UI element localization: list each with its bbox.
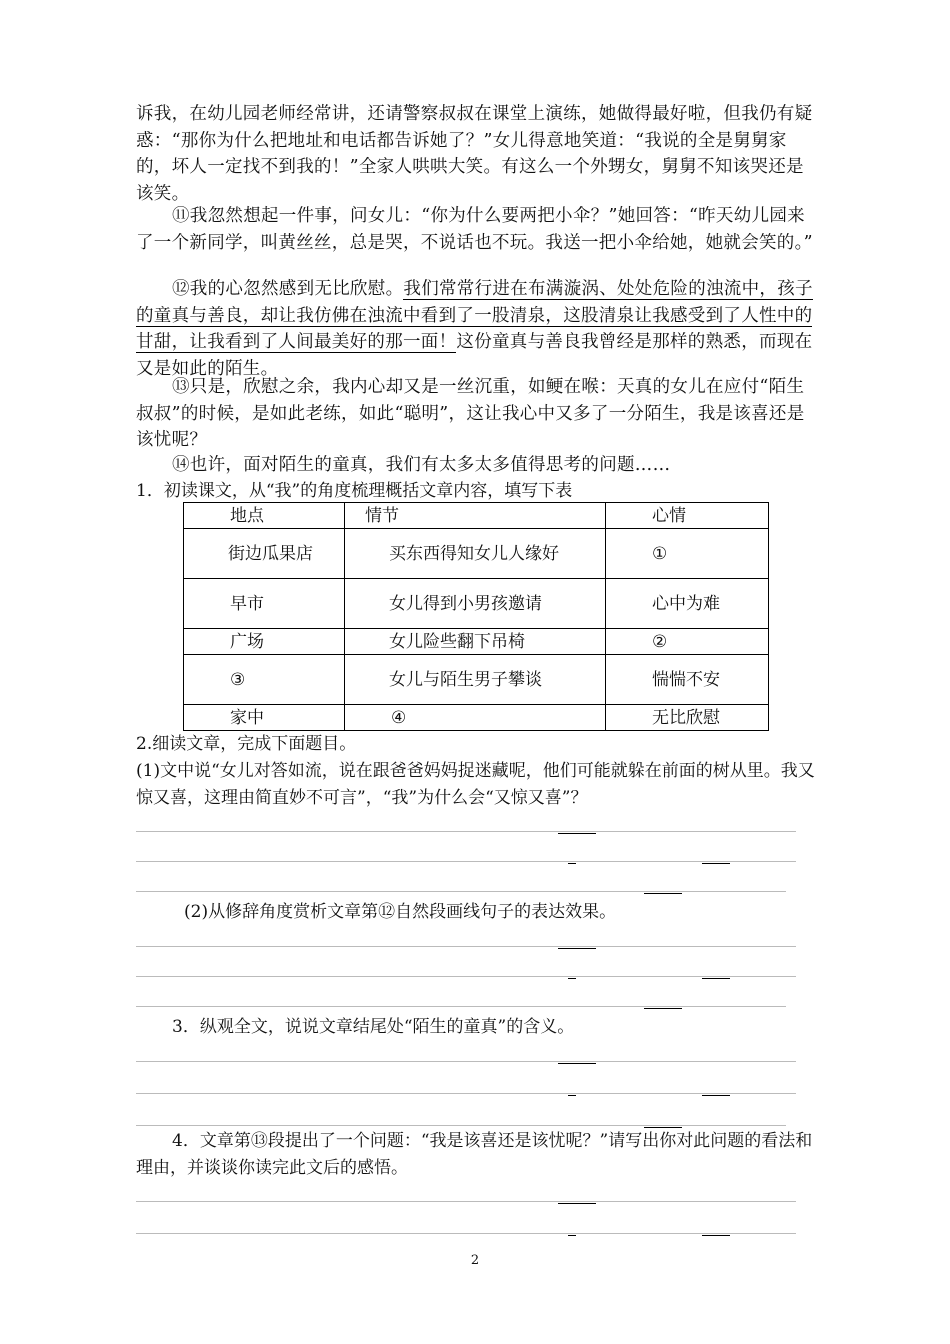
answer-line[interactable] [136, 861, 796, 862]
table-row [184, 705, 769, 731]
answer-line[interactable] [136, 946, 796, 947]
answer-blank-3[interactable]: ③ [184, 655, 345, 705]
table-cell: 广场 [184, 629, 345, 655]
answer-line-mark [568, 863, 576, 864]
question-2-1: (1)文中说“女儿对答如流，说在跟爸爸妈妈捉迷藏呢，他们可能就躲在前面的树从里。我又惊又喜，这理由简直妙不可言”，“我”为什么会“又惊又喜”？ [136, 761, 815, 808]
table-header-row [184, 503, 769, 529]
answer-line-mark [644, 893, 682, 894]
answer-line[interactable] [136, 1061, 796, 1062]
table-header: 地点 [184, 503, 345, 529]
table-cell: 心中为难 [606, 579, 769, 629]
answer-line-mark [702, 1095, 730, 1096]
answer-line-mark [702, 863, 730, 864]
answer-line-mark [558, 1063, 596, 1064]
paragraph-12 [136, 276, 816, 382]
answer-line[interactable] [136, 891, 786, 892]
answer-line-mark [558, 833, 596, 834]
table-cell: 早市 [184, 579, 345, 629]
answer-line[interactable] [136, 1233, 796, 1234]
paragraph-10-continued: 诉我，在幼儿园老师经常讲，还请警察叔叔在课堂上演练，她做得最好啦，但我仍有疑惑：“那你为什么把地址和电话都告诉她了？”女儿得意地笑道：“我说的全是舅舅家的，坏人一定找不到我的！”全家人哄哄大笑。有这么一个外甥女，舅舅不知该哭还是该笑。 [136, 104, 813, 204]
answer-line-mark [702, 978, 730, 979]
question-4: 4．文章第⑬段提出了一个问题：“我是该喜还是该忧呢？”请写出你对此问题的看法和理由，并谈谈你读完此文后的感悟。 [136, 1131, 813, 1178]
table-row [184, 529, 769, 579]
summary-table [183, 502, 769, 731]
answer-line-mark [558, 948, 596, 949]
question-3: 3．纵观全文，说说文章结尾处“陌生的童真”的含义。 [172, 1017, 575, 1037]
table-cell: 女儿与陌生男子攀谈 [345, 655, 606, 705]
answer-line[interactable] [136, 1125, 786, 1126]
table-cell: 买东西得知女儿人缘好 [345, 529, 606, 579]
question-1: 1．初读课文，从“我”的角度梳理概括文章内容，填写下表 [136, 481, 573, 501]
answer-blank-1[interactable]: ① [606, 529, 769, 579]
page-number: 2 [470, 1253, 480, 1268]
table-cell: 女儿险些翻下吊椅 [345, 629, 606, 655]
table-row [184, 579, 769, 629]
table-row [184, 655, 769, 705]
table-cell: 街边瓜果店 [184, 529, 345, 579]
answer-line[interactable] [136, 1093, 796, 1094]
answer-line-mark [568, 978, 576, 979]
answer-line-mark [558, 1203, 596, 1204]
answer-line-mark [568, 1235, 576, 1236]
table-cell: 家中 [184, 705, 345, 731]
table-header: 情节 [345, 503, 606, 529]
underlined-sentence: 我们常常行进在布满漩涡、处处危险的浊流中，孩子的童真与善良，却让我仿佛在浊流中看到了一股清泉，这股清泉让我感受到了人性中的甘甜，让我看到了人间最美好的那一面！ [136, 279, 813, 352]
answer-line[interactable] [136, 831, 796, 832]
answer-line-mark [702, 1235, 730, 1236]
question-2-2: (2)从修辞角度赏析文章第⑫自然段画线句子的表达效果。 [184, 902, 617, 922]
answer-line-mark [644, 1008, 682, 1009]
answer-blank-2[interactable]: ② [606, 629, 769, 655]
answer-line-mark [568, 1095, 576, 1096]
paragraph-14: ⑭也许，面对陌生的童真，我们有太多太多值得思考的问题…… [172, 455, 671, 475]
table-cell: 无比欣慰 [606, 705, 769, 731]
paragraph-12-start: ⑫我的心忽然感到无比欣慰。 [172, 279, 404, 299]
answer-line[interactable] [136, 1006, 786, 1007]
paragraph-13: ⑬只是，欣慰之余，我内心却又是一丝沉重，如鲠在喉：天真的女儿在应付“陌生叔叔”的时候，是如此老练，如此“聪明”，这让我心中又多了一分陌生，我是该喜还是该忧呢？ [136, 377, 805, 450]
answer-blank-4[interactable]: ④ [345, 705, 606, 731]
question-2: 2.细读文章，完成下面题目。 [136, 734, 357, 754]
paragraph-11: ⑪我忽然想起一件事，问女儿：“你为什么要两把小伞？”她回答：“昨天幼儿园来了一个新同学，叫黄丝丝，总是哭，不说话也不玩。我送一把小伞给她，她就会笑的。” [136, 206, 813, 253]
table-header: 心情 [606, 503, 769, 529]
table-row [184, 629, 769, 655]
table-cell: 女儿得到小男孩邀请 [345, 579, 606, 629]
answer-line[interactable] [136, 976, 796, 977]
answer-line[interactable] [136, 1201, 796, 1202]
paragraph-12-end: 这份童真与善良我曾经是那样的熟悉，而现在又是如此的陌生。 [136, 332, 813, 379]
table-cell: 惴惴不安 [606, 655, 769, 705]
